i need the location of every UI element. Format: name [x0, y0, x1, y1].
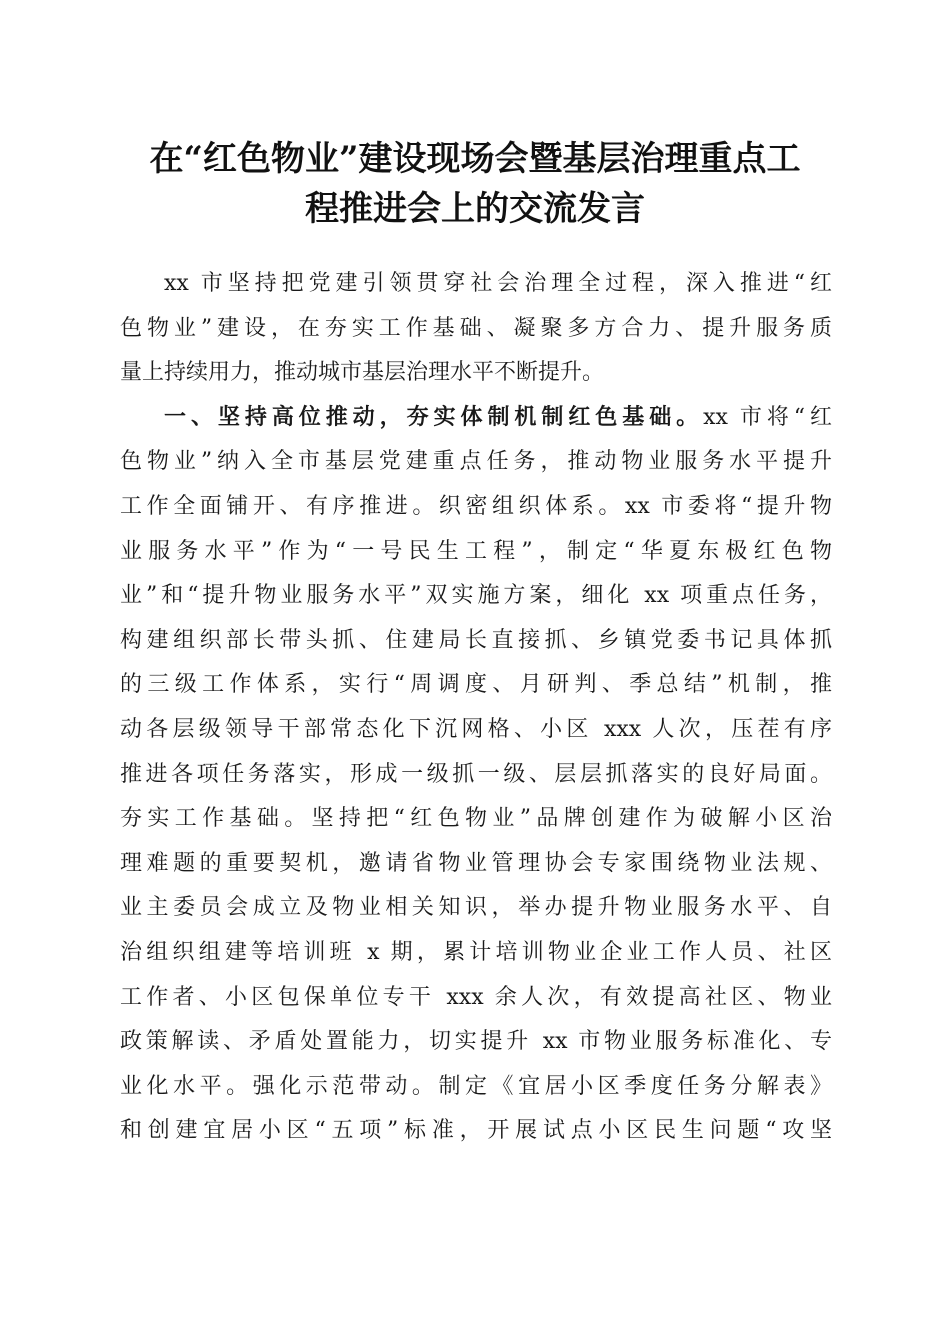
section-heading-tail: xx 市将“红 [703, 404, 832, 430]
section-heading: 一、坚持高位推动，夯实体制机制红色基础。 [164, 404, 704, 430]
section-heading-line [120, 396, 832, 441]
paragraph-line: 政策解读、矛盾处置能力，切实提升 xx 市物业服务标准化、专 [120, 1029, 832, 1055]
document-title [110, 134, 840, 234]
paragraph-line: 色物业”建设，在夯实工作基础、凝聚多方合力、提升服务质 [120, 315, 832, 341]
paragraph-line: 理难题的重要契机，邀请省物业管理协会专家围绕物业法规、 [120, 850, 832, 876]
paragraph-line: 治组织组建等培训班 x 期，累计培训物业企业工作人员、社区 [120, 939, 832, 965]
paragraph-line: 业服务水平”作为“一号民生工程”，制定“华夏东极红色物 [120, 538, 832, 564]
paragraph-line: 业”和“提升物业服务水平”双实施方案，细化 xx 项重点任务， [120, 583, 832, 609]
paragraph-line: 推进各项任务落实，形成一级抓一级、层层抓落实的良好局面。 [120, 761, 832, 787]
paragraph-section-1 [120, 396, 832, 1154]
paragraph-line: 的三级工作体系，实行“周调度、月研判、季总结”机制，推 [120, 672, 832, 698]
document-body [120, 262, 832, 1154]
paragraph-line: 动各层级领导干部常态化下沉网格、小区 xxx 人次，压茬有序 [120, 716, 832, 742]
paragraph-line: 工作全面铺开、有序推进。织密组织体系。xx 市委将“提升物 [120, 493, 832, 519]
paragraph-line: 工作者、小区包保单位专干 xxx 余人次，有效提高社区、物业 [120, 984, 832, 1010]
title-line-1: 在“红色物业”建设现场会暨基层治理重点工 [149, 139, 801, 179]
title-line-2: 程推进会上的交流发言 [305, 189, 645, 229]
paragraph-line: 构建组织部长带头抓、住建局长直接抓、乡镇党委书记具体抓 [120, 627, 832, 653]
paragraph-line: 夯实工作基础。坚持把“红色物业”品牌创建作为破解小区治 [120, 806, 832, 832]
paragraph-line: xx 市坚持把党建引领贯穿社会治理全过程，深入推进“红 [164, 271, 832, 296]
paragraph-line: 和创建宜居小区“五项”标准，开展试点小区民生问题“攻坚 [120, 1118, 832, 1144]
paragraph-line: 业主委员会成立及物业相关知识，举办提升物业服务水平、自 [120, 895, 832, 921]
paragraph-line: 量上持续用力，推动城市基层治理水平不断提升。 [120, 360, 605, 386]
paragraph-line: 色物业”纳入全市基层党建重点任务，推动物业服务水平提升 [120, 449, 832, 475]
paragraph-line: 业化水平。强化示范带动。制定《宜居小区季度任务分解表》 [120, 1073, 832, 1099]
paragraph-intro [120, 262, 832, 396]
